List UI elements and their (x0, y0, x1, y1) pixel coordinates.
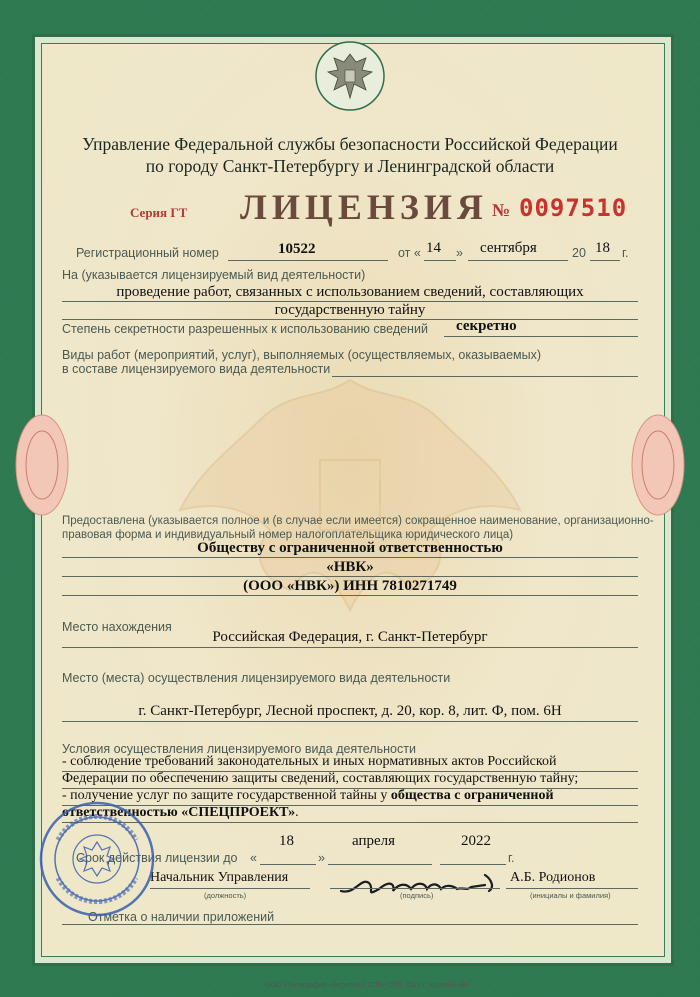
license-date-month: сентября (480, 240, 537, 256)
license-title: ЛИЦЕНЗИЯ (240, 187, 488, 227)
signatory-position: Начальник Управления (150, 870, 289, 885)
activity-label: На (указывается лицензируемый вид деятельности) (62, 268, 366, 282)
double-headed-eagle-icon (314, 40, 386, 112)
activity-line1: проведение работ, связанных с использованием сведений, составляющих (116, 284, 584, 300)
activity-line2: государственную тайну (274, 302, 426, 318)
printer-footer: ООО «Типография «Береста-2 СПб» СПб. 2013 г. Уровень «В» (265, 982, 470, 989)
validity-label: Срок действия лицензии до (76, 851, 238, 865)
registration-number: 10522 (278, 241, 316, 257)
grantee-label-line1: Предоставлена (указывается полное и (в случае если имеется) сокращенное наименование, организационно- (62, 515, 654, 527)
validity-quote-open: « (250, 851, 257, 865)
conditions-line3-org: общества с ограниченной (390, 788, 554, 803)
validity-year: 2022 (461, 833, 491, 849)
agency-name-line2: по городу Санкт-Петербургу и Ленинградской области (145, 156, 555, 176)
date-mid: » (456, 246, 463, 260)
secrecy-label: Степень секретности разрешенных к использованию сведений (62, 322, 428, 336)
license-series: Серия ГТ (130, 205, 188, 220)
activity-place-value: г. Санкт-Петербург, Лесной проспект, д. 20, кор. 8, лит. Ф, пом. 6Н (138, 703, 562, 719)
activity-place-label: Место (места) осуществления лицензируемого вида деятельности (62, 671, 451, 685)
grantee-label-line2: правовая форма и индивидуальный номер налогоплательщика юридического лица) (62, 529, 514, 541)
conditions-line1: - соблюдение требований законодательных и иных нормативных актов Российской (62, 754, 557, 769)
license-number: 0097510 (519, 194, 628, 222)
license-date-day: 14 (426, 240, 441, 256)
conditions-line4-org: ответственностью «СПЕЦПРОЕКТ» (62, 805, 296, 820)
validity-quote-close: » (318, 851, 325, 865)
grantee-name-line2: «НВК» (326, 559, 374, 575)
conditions-line3-text: - получение услуг по защите государственной тайны у (62, 788, 391, 803)
works-label-line2: в составе лицензируемого вида деятельности (62, 362, 331, 376)
date-prefix: от « (398, 246, 421, 260)
validity-suffix: г. (508, 851, 515, 865)
license-date-century: 20 (572, 246, 586, 260)
signatory-name: А.Б. Родионов (510, 870, 596, 885)
conditions-label: Условия осуществления лицензируемого вида деятельности (62, 742, 416, 756)
official-seal-icon (38, 800, 156, 918)
registration-label: Регистрационный номер (76, 246, 219, 260)
license-number-sign: № (492, 200, 511, 220)
rosette-left-icon (12, 410, 72, 520)
name-caption: (инициалы и фамилия) (530, 891, 611, 900)
grantee-name-line3: (ООО «НВК») ИНН 7810271749 (243, 578, 457, 594)
conditions-line4-end: . (295, 805, 299, 820)
validity-month: апреля (352, 833, 396, 849)
conditions-line2: Федерации по обеспечению защиты сведений, составляющих государственную тайну; (62, 771, 579, 786)
position-caption: (должность) (204, 891, 247, 900)
appendix-label: Отметка о наличии приложений (88, 910, 275, 924)
agency-name-line1: Управление Федеральной службы безопасности Российской Федерации (82, 134, 618, 154)
rosette-right-icon (628, 410, 688, 520)
validity-day: 18 (279, 833, 294, 849)
grantee-name-line1: Обществу с ограниченной ответственностью (197, 540, 503, 556)
license-date-year: 18 (595, 240, 610, 256)
location-value: Российская Федерация, г. Санкт-Петербург (212, 629, 488, 645)
signature-caption: (подпись) (400, 891, 434, 900)
secrecy-value: секретно (456, 318, 517, 334)
date-suffix: г. (622, 246, 629, 260)
location-label: Место нахождения (62, 620, 172, 634)
works-label-line1: Виды работ (мероприятий, услуг), выполняемых (осуществляемых, оказываемых) (62, 348, 542, 362)
